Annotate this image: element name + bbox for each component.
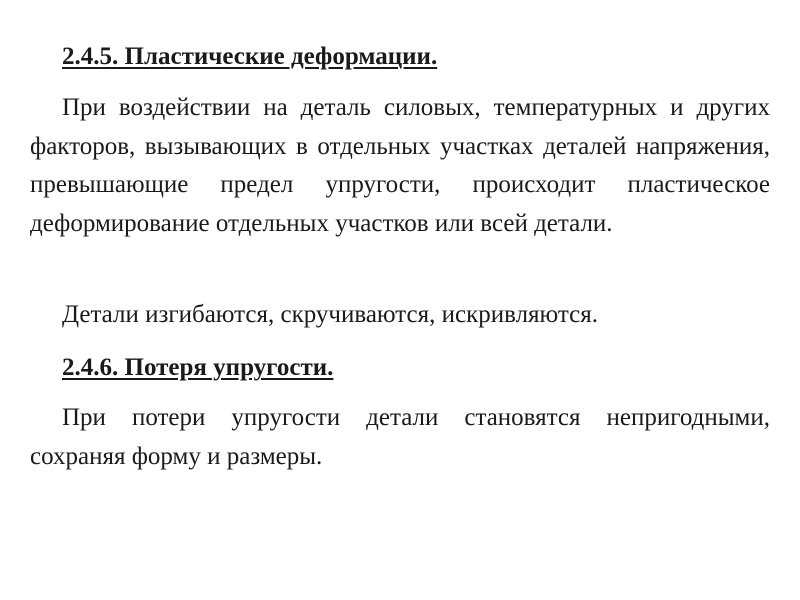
paragraph-plastic-deformation-description: При воздействии на деталь силовых, температурных и других факторов, вызывающих в отдельных участках деталей напряжения, превышающие предел упругости, происходит пластическое деформирование отдельных участков или всей детали. — [30, 94, 770, 237]
section-heading-plastic-deformations: 2.4.5. Пластические деформации. — [62, 43, 438, 70]
paragraph-loss-of-elasticity-description: При потери упругости детали становятся непригодными, сохраняя форму и размеры. — [30, 404, 770, 470]
section-heading-loss-of-elasticity: 2.4.6. Потеря упругости. — [62, 354, 334, 381]
paragraph-deformation-effects: Детали изгибаются, скручиваются, искривляются. — [62, 301, 598, 328]
